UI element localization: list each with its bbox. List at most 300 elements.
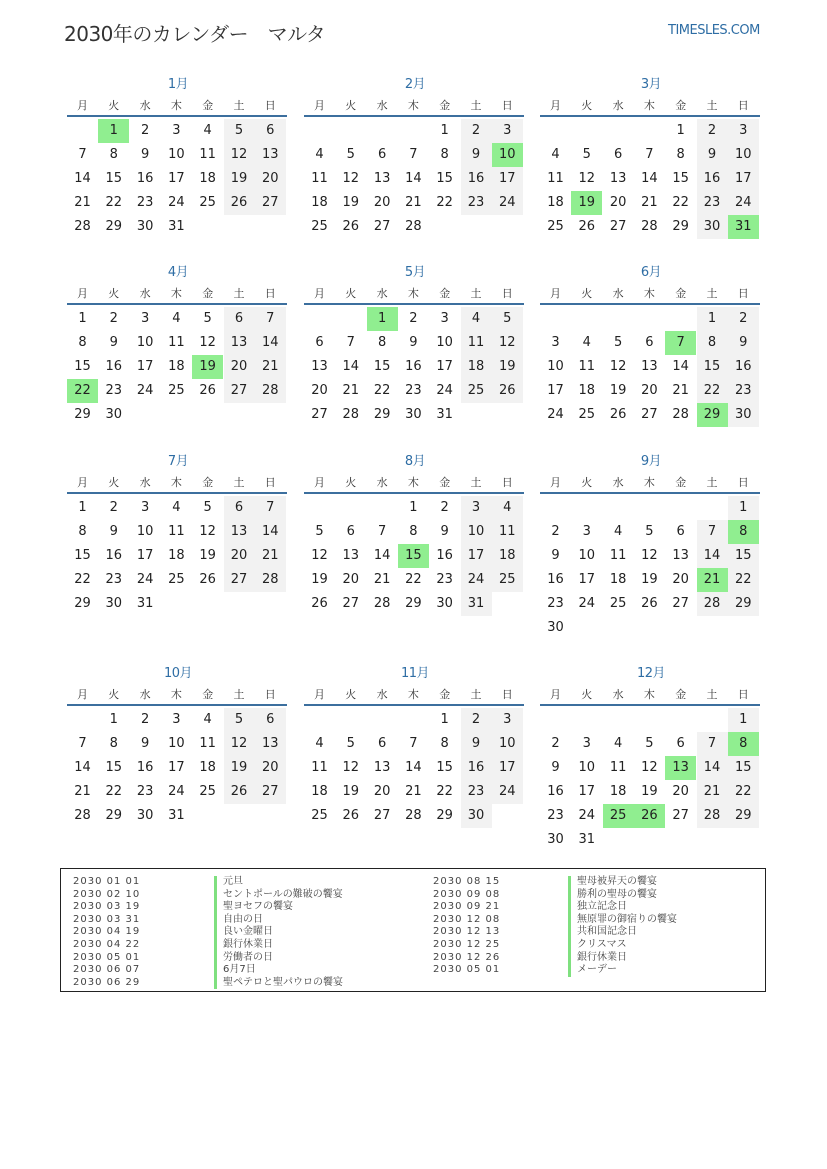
day-cell: 10 [492,732,523,756]
day-cell: 19 [224,756,255,780]
day-cell: 26 [342,808,360,823]
weekday-label: 水 [376,476,388,489]
day-cell: 4 [203,712,212,727]
day-cell: 15 [728,544,759,568]
day-cell: 21 [74,195,91,210]
day-cell: 7 [409,736,418,751]
day-cell: 18 [578,383,596,398]
day-cell: 22 [105,195,123,210]
day-cell: 30 [405,407,422,422]
weekday-label: 木 [170,476,182,489]
page-title: 2030年のカレンダー マルタ [64,22,326,46]
holiday-date: 2030 05 01 [73,951,141,963]
day-cell: 25 [168,383,185,398]
day-cell: 27 [255,780,286,804]
day-cell: 27 [255,191,286,215]
day-cell: 29 [728,592,759,616]
day-cell: 6 [224,307,255,331]
day-cell: 19 [342,784,360,799]
day-cell: 23 [136,195,154,210]
day-cell: 4 [315,736,324,751]
day-cell: 22 [728,780,759,804]
day-cell: 26 [578,219,596,234]
weekday-label: 木 [407,476,419,489]
weekday-label: 月 [550,99,561,112]
holiday-date: 2030 01 01 [73,876,141,887]
weekday-label: 火 [108,688,120,701]
day-cell: 18 [199,171,216,186]
weekday-label: 火 [581,287,593,300]
weekday-label: 日 [737,99,749,112]
day-cell: 14 [405,760,422,775]
day-cell: 23 [547,808,564,823]
day-cell: 17 [578,572,596,587]
day-cell: 22 [373,383,391,398]
weekday-label: 日 [501,476,513,489]
day-cell: 27 [672,596,689,611]
month-divider [304,115,524,117]
day-cell: 17 [728,167,759,191]
day-cell: 26 [311,596,328,611]
day-cell: 19 [224,167,255,191]
day-cell: 28 [641,219,658,234]
day-cell: 28 [373,596,391,611]
day-cell: 3 [140,311,150,326]
day-cell: 16 [105,359,123,374]
site-brand[interactable]: TIMESLES.COM [668,23,760,38]
day-cell: 16 [105,548,123,563]
day-cell: 11 [168,524,185,539]
day-cell: 1 [78,500,87,515]
day-cell: 20 [311,383,328,398]
day-cell: 15 [74,359,91,374]
day-cell: 23 [728,379,759,403]
weekday-label: 水 [376,99,388,112]
weekday-label: 火 [581,99,593,112]
day-cell: 29 [74,596,91,611]
month-divider [540,492,760,494]
day-cell: 2 [109,311,118,326]
day-cell: 8 [78,524,87,539]
day-cell: 9 [697,143,728,167]
month-divider [540,115,760,117]
day-cell: 4 [315,147,324,162]
weekday-label: 金 [675,476,687,489]
day-cell: 9 [109,335,118,350]
day-cell: 21 [405,195,422,210]
weekday-label: 金 [439,287,451,300]
day-cell: 18 [199,760,216,775]
day-cell: 5 [224,708,255,732]
day-cell: 1 [78,311,87,326]
day-cell: 19 [641,784,658,799]
day-cell: 14 [641,171,658,186]
weekday-label: 火 [108,99,120,112]
day-cell: 16 [728,355,759,379]
day-cell: 11 [311,171,328,186]
day-cell: 4 [582,335,591,350]
weekday-label: 月 [314,476,325,489]
day-cell: 14 [342,359,360,374]
day-cell: 19 [199,548,216,563]
holiday-name: 聖ヨセフの饗宴 [214,901,293,914]
day-cell: 9 [728,331,759,355]
day-cell: 24 [728,191,759,215]
day-cell: 8 [440,736,449,751]
weekday-label: 土 [706,287,718,300]
day-cell: 3 [172,712,181,727]
day-cell: 9 [440,524,449,539]
day-cell: 16 [136,760,154,775]
day-cell: 19 [609,383,627,398]
day-cell: 7 [255,307,286,331]
day-cell: 22 [405,572,422,587]
day-cell: 8 [697,331,728,355]
day-cell: 25 [609,596,627,611]
holiday-day-cell: 19 [192,355,223,379]
day-cell: 30 [436,596,453,611]
day-cell: 13 [255,732,286,756]
day-cell: 13 [342,548,360,563]
day-cell: 11 [199,736,216,751]
day-cell: 24 [461,568,492,592]
day-cell: 12 [199,335,216,350]
day-cell: 13 [311,359,328,374]
holiday-date: 2030 09 08 [433,888,501,900]
holiday-day-cell: 8 [728,732,759,756]
day-cell: 21 [255,544,286,568]
holiday-day-cell: 26 [634,804,665,828]
day-cell: 14 [697,756,728,780]
day-cell: 11 [199,147,216,162]
day-cell: 6 [676,524,685,539]
day-cell: 16 [436,548,453,563]
month-divider [67,492,287,494]
day-cell: 23 [436,572,453,587]
day-cell: 30 [461,804,492,828]
holiday-date: 2030 08 15 [433,876,501,887]
day-cell: 1 [409,500,418,515]
holiday-name: 元旦 [214,876,243,889]
weekday-label: 月 [550,287,561,300]
holiday-day-cell: 19 [571,191,602,215]
weekday-label: 金 [675,99,687,112]
weekday-label: 木 [407,99,419,112]
day-cell: 23 [461,191,492,215]
day-cell: 20 [672,784,689,799]
weekday-label: 水 [139,99,151,112]
month-divider [67,303,287,305]
weekday-label: 火 [345,287,357,300]
weekday-label: 月 [314,688,325,701]
holiday-name: 自由の日 [214,914,263,927]
day-cell: 5 [613,335,623,350]
day-cell: 17 [578,784,596,799]
weekday-label: 火 [345,99,357,112]
day-cell: 25 [168,572,185,587]
day-cell: 24 [168,784,185,799]
day-cell: 4 [461,307,492,331]
day-cell: 14 [255,520,286,544]
day-cell: 9 [461,732,492,756]
day-cell: 26 [492,379,523,403]
day-cell: 13 [373,171,391,186]
weekday-label: 月 [77,99,88,112]
day-cell: 10 [547,359,564,374]
weekday-label: 月 [550,688,561,701]
day-cell: 1 [697,307,728,331]
day-cell: 2 [697,119,728,143]
weekday-label: 水 [376,287,388,300]
day-cell: 16 [461,756,492,780]
day-cell: 20 [224,355,255,379]
day-cell: 23 [547,596,564,611]
day-cell: 11 [461,331,492,355]
day-cell: 22 [105,784,123,799]
day-cell: 16 [405,359,422,374]
weekday-label: 日 [264,99,276,112]
weekday-label: 土 [706,688,718,701]
day-cell: 15 [105,760,123,775]
day-cell: 24 [492,780,523,804]
day-cell: 11 [492,520,523,544]
holiday-date: 2030 04 19 [73,926,141,938]
day-cell: 6 [255,708,286,732]
day-cell: 1 [676,123,685,138]
weekday-label: 木 [643,99,655,112]
day-cell: 2 [440,500,449,515]
day-cell: 4 [172,311,181,326]
day-cell: 24 [136,383,154,398]
weekday-label: 月 [314,287,325,300]
day-cell: 22 [74,572,91,587]
weekday-label: 火 [345,688,357,701]
day-cell: 11 [311,760,328,775]
month-divider [304,492,524,494]
holiday-name: 無原罪の御宿りの饗宴 [568,914,677,927]
day-cell: 5 [346,147,355,162]
weekday-label: 金 [202,688,214,701]
day-cell: 8 [78,335,87,350]
day-cell: 19 [342,195,360,210]
day-cell: 7 [409,147,418,162]
day-cell: 29 [728,804,759,828]
holiday-date: 2030 02 10 [73,888,141,900]
day-cell: 30 [105,596,123,611]
day-cell: 3 [172,123,181,138]
weekday-label: 水 [376,688,388,701]
day-cell: 29 [105,808,123,823]
day-cell: 7 [697,520,728,544]
day-cell: 3 [728,119,759,143]
day-cell: 18 [492,544,523,568]
holiday-name: 共和国記念日 [568,926,637,939]
day-cell: 26 [224,780,255,804]
day-cell: 6 [346,524,355,539]
day-cell: 7 [346,335,355,350]
holiday-day-cell: 1 [98,119,129,143]
day-cell: 31 [136,596,154,611]
day-cell: 9 [551,548,560,563]
day-cell: 13 [224,331,255,355]
weekday-label: 木 [643,476,655,489]
month-name: 12月 [636,666,666,681]
day-cell: 12 [224,732,255,756]
day-cell: 30 [697,215,728,239]
weekday-label: 月 [77,688,88,701]
weekday-label: 土 [470,476,482,489]
day-cell: 24 [492,191,523,215]
day-cell: 8 [409,524,418,539]
day-cell: 17 [168,760,185,775]
day-cell: 26 [199,572,216,587]
day-cell: 28 [255,379,286,403]
day-cell: 15 [373,359,391,374]
day-cell: 21 [342,383,360,398]
day-cell: 10 [136,524,154,539]
day-cell: 2 [140,712,150,727]
month-name: 6月 [640,265,662,280]
day-cell: 2 [728,307,759,331]
holiday-date: 2030 03 31 [73,913,141,925]
day-cell: 7 [645,147,654,162]
day-cell: 2 [551,736,560,751]
day-cell: 23 [136,784,154,799]
day-cell: 6 [645,335,654,350]
day-cell: 31 [436,407,453,422]
day-cell: 23 [697,191,728,215]
day-cell: 5 [203,311,212,326]
holiday-day-cell: 21 [697,568,728,592]
day-cell: 22 [672,195,689,210]
weekday-label: 日 [737,688,749,701]
day-cell: 11 [168,335,185,350]
day-cell: 3 [492,119,523,143]
month-name: 2月 [404,77,426,92]
day-cell: 29 [405,596,422,611]
holiday-date: 2030 09 21 [433,901,501,913]
day-cell: 12 [609,359,627,374]
weekday-label: 火 [108,287,120,300]
day-cell: 23 [461,780,492,804]
day-cell: 25 [461,379,492,403]
day-cell: 4 [172,500,181,515]
day-cell: 17 [436,359,453,374]
day-cell: 4 [551,147,560,162]
weekday-label: 金 [675,287,687,300]
holiday-name: 勝利の聖母の饗宴 [568,889,657,902]
holiday-day-cell: 29 [697,403,728,427]
day-cell: 25 [199,195,216,210]
day-cell: 18 [461,355,492,379]
day-cell: 13 [641,359,658,374]
day-cell: 30 [547,832,564,847]
day-cell: 31 [461,592,492,616]
day-cell: 16 [547,572,564,587]
day-cell: 24 [578,596,596,611]
weekday-label: 日 [264,688,276,701]
day-cell: 9 [461,143,492,167]
day-cell: 7 [377,524,387,539]
day-cell: 2 [140,123,150,138]
day-cell: 8 [377,335,387,350]
holiday-day-cell: 31 [728,215,759,239]
holiday-name: セントポールの難破の饗宴 [214,889,343,902]
day-cell: 14 [255,331,286,355]
day-cell: 20 [672,572,689,587]
day-cell: 15 [436,171,453,186]
day-cell: 29 [373,407,391,422]
day-cell: 11 [578,359,596,374]
day-cell: 17 [492,756,523,780]
day-cell: 9 [551,760,560,775]
day-cell: 6 [377,147,387,162]
day-cell: 6 [255,119,286,143]
weekday-label: 木 [407,688,419,701]
day-cell: 3 [582,736,591,751]
holiday-day-cell: 1 [367,307,398,331]
day-cell: 22 [728,568,759,592]
weekday-label: 月 [77,476,88,489]
day-cell: 7 [255,496,286,520]
day-cell: 4 [613,736,623,751]
weekday-label: 火 [108,476,120,489]
day-cell: 18 [311,784,328,799]
holiday-day-cell: 7 [665,331,696,355]
day-cell: 20 [255,167,286,191]
holiday-day-cell: 13 [665,756,696,780]
day-cell: 28 [74,808,91,823]
weekday-label: 水 [612,688,624,701]
month-name: 4月 [167,265,189,280]
holiday-date: 2030 06 29 [73,976,141,988]
day-cell: 18 [168,548,185,563]
weekday-label: 木 [170,99,182,112]
day-cell: 28 [74,219,91,234]
day-cell: 12 [342,760,360,775]
month-name: 5月 [404,265,426,280]
day-cell: 29 [672,219,689,234]
day-cell: 8 [676,147,685,162]
day-cell: 23 [105,383,123,398]
weekday-label: 金 [439,99,451,112]
day-cell: 6 [224,496,255,520]
day-cell: 15 [74,548,91,563]
month-name: 8月 [404,454,426,469]
day-cell: 24 [578,808,596,823]
day-cell: 12 [641,548,658,563]
day-cell: 30 [547,620,564,635]
weekday-label: 木 [643,688,655,701]
day-cell: 2 [409,311,418,326]
weekday-label: 月 [314,99,325,112]
day-cell: 16 [461,167,492,191]
day-cell: 25 [492,568,523,592]
day-cell: 25 [199,784,216,799]
day-cell: 25 [547,219,564,234]
day-cell: 10 [578,760,596,775]
day-cell: 29 [105,219,123,234]
day-cell: 5 [492,307,523,331]
weekday-label: 月 [77,287,88,300]
day-cell: 12 [641,760,658,775]
day-cell: 9 [109,524,118,539]
day-cell: 11 [547,171,564,186]
holiday-day-cell: 8 [728,520,759,544]
day-cell: 5 [645,524,654,539]
day-cell: 14 [74,171,91,186]
holiday-date: 2030 12 08 [433,913,501,925]
